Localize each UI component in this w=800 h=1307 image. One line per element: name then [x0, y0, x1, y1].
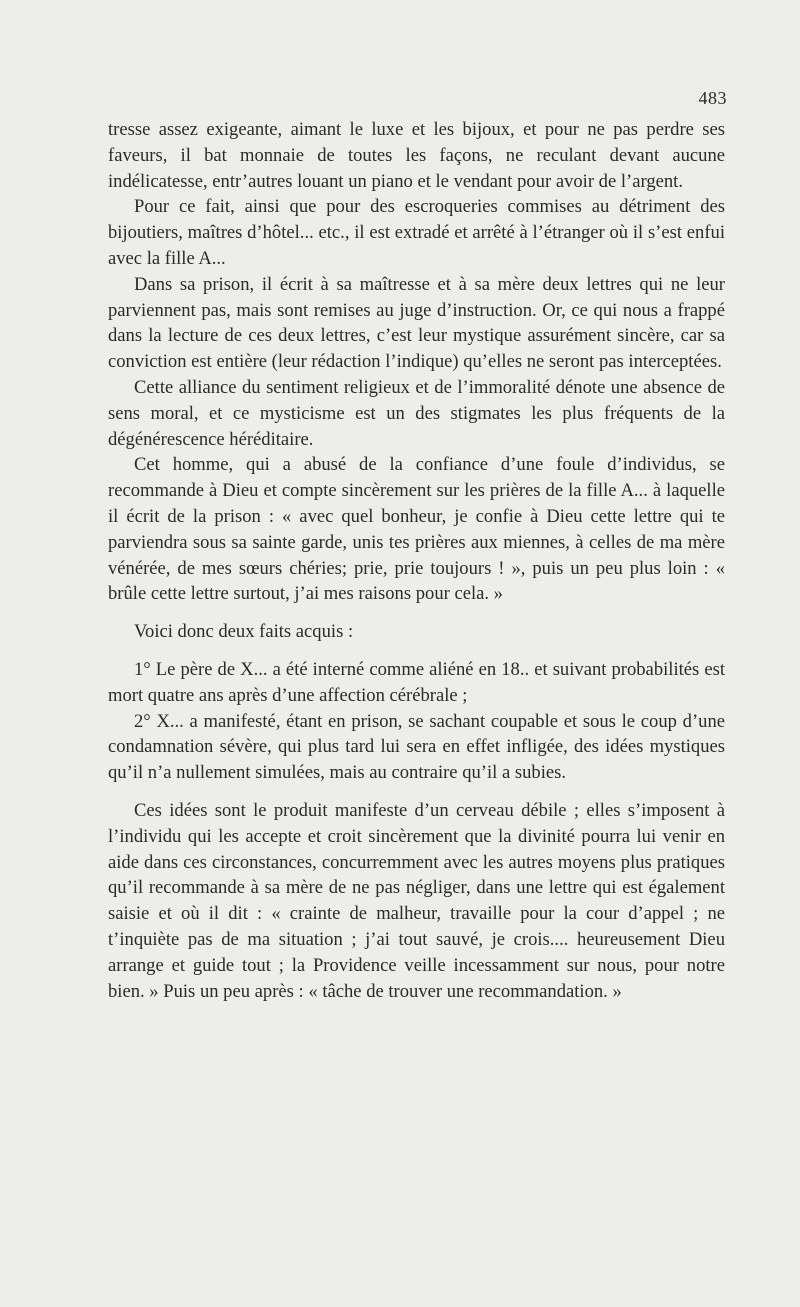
paragraph-5: Cet homme, qui a abusé de la confiance d’une foule d’individus, se recommande à Dieu et compte sincèrement sur les prières de la fille A... à laquelle il écrit de la prison : « avec quel bonheur, je confie à Dieu cette lettre qui te parviendra sous sa sainte garde, unis tes prières aux miennes, à celles de ma mère vénérée, de mes sœurs chéries; prie, prie toujours ! », puis un peu plus loin : « brûle cette lettre surtout, j’ai mes raisons pour cela. » — [108, 454, 725, 605]
page-number: 483 — [698, 88, 727, 108]
paragraph-9: Ces idées sont le produit manifeste d’un cerveau débile ; elles s’imposent à l’individu qui les accepte et croit sincèrement que la divinité pourra lui venir en aide dans ces circonstances, concurremment avec les autres moyens plus pratiques qu’il recommande à sa mère de ne pas négliger, dans une lettre qui est également saisie et où il dit : « crainte de malheur, travaille pour la cour d’appel ; ne t’inquiète pas de ma situation ; j’ai tout sauvé, je crois.... heureusement Dieu arrange et guide tout ; la Providence veille incessamment sur nous, pour notre bien. » Puis un peu après : « tâche de trouver une recommandation. » — [108, 799, 725, 1002]
paragraph-7: 1° Le père de X... a été interné comme aliéné en 18.. et suivant probabilités est mort quatre ans après d’une affection cérébrale ; — [108, 658, 725, 706]
paragraph-6: Voici donc deux faits acquis : — [134, 621, 354, 643]
paragraph-8: 2° X... a manifesté, étant en prison, se sachant coupable et sous le coup d’une condamnation sévère, qui plus tard lui sera en effet infligée, des idées mystiques qu’il n’a nullement simulées, mais au contraire qu’il a subies. — [108, 710, 725, 784]
paragraph-1: tresse assez exigeante, aimant le luxe et les bijoux, et pour ne pas perdre ses faveurs, il bat monnaie de toutes les façons, ne reculant devant aucune indélicatesse, entr’autres louant un piano et le vendant pour avoir de l’argent. — [108, 119, 725, 192]
paragraph-3: Dans sa prison, il écrit à sa maîtresse et à sa mère deux lettres qui ne leur parviennent pas, mais sont remises au juge d’instruction. Or, ce qui nous a frappé dans la lecture de ces deux lettres, c’est leur mystique assurément sincère, car sa conviction est entière (leur rédaction l’indique) qu’elles ne seront pas interceptées. — [108, 273, 725, 373]
paragraph-4: Cette alliance du sentiment religieux et de l’immoralité dénote une absence de sens moral, et ce mysticisme est un des stigmates les plus fréquents de la dégénérescence héréditaire. — [108, 376, 725, 450]
body-text — [108, 117, 725, 1004]
paragraph-2: Pour ce fait, ainsi que pour des escroqueries commises au détriment des bijoutiers, maîtres d’hôtel... etc., il est extradé et arrêté à l’étranger où il s’est enfui avec la fille A... — [108, 196, 725, 269]
